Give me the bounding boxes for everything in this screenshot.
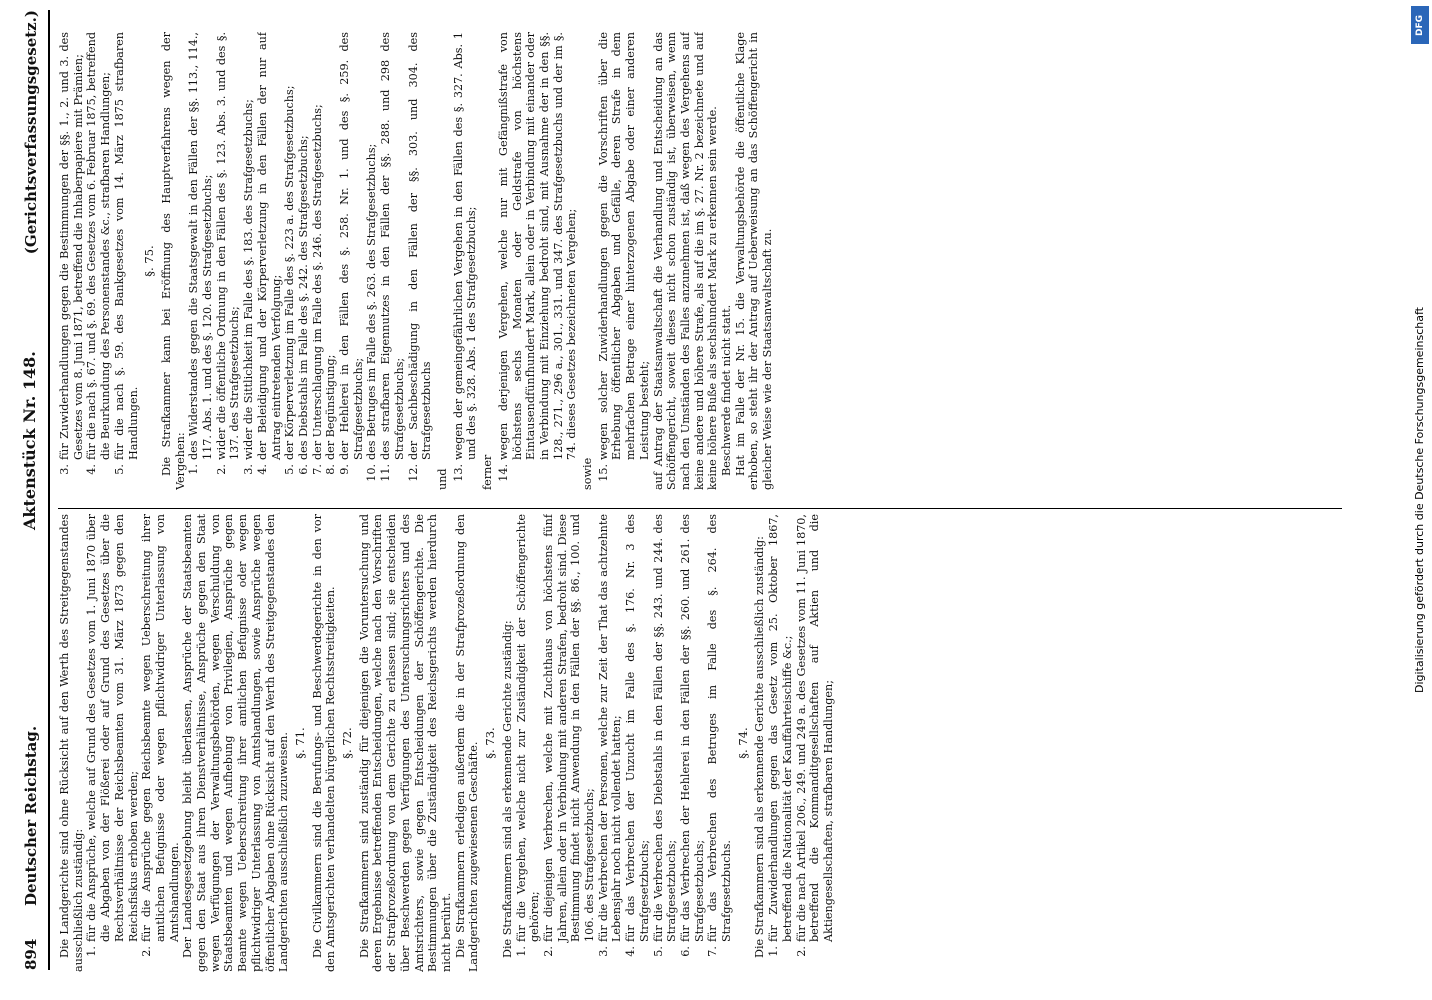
list-item [452,32,479,490]
list-item-number: 1. [85,946,99,957]
list-item [624,514,651,972]
list-item-number: 1. [767,946,781,957]
conjunction-label: ferner [481,454,495,490]
list-item-number: 2. [214,464,228,475]
list-item-number: 6. [296,464,310,475]
header-subject: (Gerichtsverfassungsgesetz.) [22,10,40,255]
list-item-number: 10. [365,464,379,482]
list-item [283,32,297,490]
list-item-number: 3. [596,946,610,957]
list-item-number: 12. [406,464,420,482]
paragraph: Der Landesgesetzgebung bleibt überlassen, Ansprüche der Staatsbeamten gegen den Staat aus ihren Dienstverhältnisse, Ansprüche gegen den Staat wegen Verfügungen der Verwaltungsbehörden, wegen Verschuldung von Staatsbeamten und wegen Aufhebung von Privilegien, Ansprüche gegen Beamte wegen Ueberschreitung ihrer amtlichen Befugnisse oder wegen pflichtwidriger Unterlassung von Amtshandlungen, sowie Ansprüche wegen öffentlicher Abgaben ohne Rücksicht auf den Werth des Streitgegenstandes den Landgerichten ausschließlich zuzuweisen. [181,514,291,972]
list-item-text: für das Verbrechen der Unzucht im Falle des §. 176. Nr. 3 des Strafgesetzbuchs; [624,514,651,942]
list-item-text: für die Vergehen, welche nicht zur Zuständigkeit der Schöffengerichte gehören; [514,514,542,942]
list-item [652,514,679,972]
list-item-text: des Betruges im Falle des §. 263. des Strafgesetzbuchs; [365,143,379,460]
paragraph: Die Strafkammern sind als erkennende Gerichte zuständig: [500,620,514,958]
list-item-text: wider die öffentliche Ordnung in den Fällen des §. 123. Abs. 3. und des §. 137. des Strafgesetzbuchs; [214,32,242,460]
list [767,514,836,972]
list-item [187,32,214,490]
list-item [215,32,242,490]
digitization-credit: Digitalisierung gefördert durch die Deutsche Forschungsgemeinschaft [1413,307,1426,693]
list-item-text: für die Verbrechen des Diebstahls in den Fällen der §§. 243. und 244. des Strafgesetzbuchs; [651,514,679,942]
list-item-number: 2. [140,946,154,957]
list-item-text: für das Verbrechen der Hehlerei in den Fällen der §§. 260. und 261. des Strafgesetzbuchs; [678,514,706,942]
list-item [795,514,836,972]
section-heading: §. 75. [142,245,157,277]
list-item-number: 1. [187,464,201,475]
list-item-number: 4. [624,946,638,957]
list-item-number: 11. [379,464,393,482]
list-item [311,32,325,490]
list-item [597,32,652,490]
column-left [58,514,1352,972]
list-item [85,32,112,490]
list-item-text: der Begünstigung; [324,354,338,460]
list-item-text: für das Verbrechen des Betruges im Falle des §. 264. des Strafgesetzbuchs. [706,514,734,942]
list-item-text: der Unterschlagung im Falle des §. 246. des Strafgesetzbuchs; [310,104,324,460]
list-item-text: für die Verbrechen der Personen, welche zur Zeit der That das achtzehnte Lebensjahr noch nicht vollendet hatten; [596,514,624,942]
list-item-text: des Diebstahls im Falle des §. 242. des Strafgesetzbuchs; [296,135,310,460]
list-item-text: des strafbaren Eigennutzes in den Fällen der §§. 288. und 298 des Strafgesetzbuchs; [379,32,406,460]
list-item-text: für die nach §. 67. und §. 69. des Gesetzes vom 6. Februar 1875, betreffend die Beurkundung des Personenstandes &c., strafbaren Handlungen; [85,32,113,460]
section-heading: §. 74. [735,727,750,759]
list [187,32,434,490]
list-item [242,32,256,490]
paragraph: auf Antrag der Staatsanwaltschaft die Verhandlung und Entscheidung an das Schöffengericht, soweit dieses nicht schon zuständig ist, überweisen, wenn nach den Umständen des Falles anzunehmen ist, daß wegen des Vergehens auf keine andere und höhere Strafe, als auf die im §. 27. Nr. 2 bezeichnete und auf keine höhere Buße als sechshundert Mark zu erkennen sein werde. [651,32,720,490]
list-item-text: wider die Sittlichkeit im Falle des §. 183. des Strafgesetzbuchs; [242,99,256,460]
list-item-text: der Körperverletzung im Falle des §. 223 a. des Strafgesetzbuchs; [283,85,297,460]
list [58,32,140,490]
list-item-text: wegen der gemeingefährlichen Vergehen in den Fällen des §. 327. Abs. 1 und des §. 328. Abs. 1 des Strafgesetzbuchs; [451,32,479,460]
section-heading: §. 72. [340,727,355,759]
list-item-text: der Sachbeschädigung in den Fällen der §§. 303. und 304. des Strafgesetzbuchs [406,32,434,460]
list-item-text: für die Ansprüche, welche auf Grund des Gesetzes vom 1. Juni 1870 über die Abgaben von der Flößerei oder auf Grund des Gesetzes über die Rechtsverhältnisse der Reichsbeamten vom 31. März 1873 gegen den Reichsfiskus erhoben werden; [85,514,140,942]
section-heading: §. 73. [483,727,498,759]
paragraph: Beschwerde findet nicht statt. [720,304,734,476]
list-item-text: des Widerstandes gegen die Staatsgewalt in den Fällen der §§. 113., 114., 117. Abs. 1. und des §. 120. des Strafgesetzbuchs; [187,32,215,460]
paragraph: Die Civilkammern sind die Berufungs- und Beschwerdegerichte in den vor den Amtsgerichten verhandelten bürgerlichen Rechtsstreitigkeiten. [310,514,338,972]
list-item-text: der Hehlerei in den Fällen des §. 258. Nr. 1. und des §. 259. des Strafgesetzbuchs; [338,32,365,460]
header-publication: Deutscher Reichstag. [22,725,40,906]
paragraph: Die Strafkammern sind zuständig für diejenigen die Voruntersuchung und deren Ergebnisse betreffenden Entscheidungen, welche nach den Vorschriften der Strafprozeßordnung von dem Gerichte zu erlassen sind; sie entscheiden über Beschwerden gegen Verfügungen des Untersuchungsrichters und des Amtsrichters, sowie gegen Entscheidungen der Schöffengerichte. Die Bestimmungen über die Zuständigkeit des Reichsgerichts werden hierdurch nicht berührt. [357,514,453,972]
list-item-number: 13. [451,464,465,482]
header-rule [48,10,50,970]
list-item-number: 14. [496,464,510,482]
list-item-number: 3. [58,464,71,475]
list-item-number: 3. [242,464,256,475]
list-item-text: für die nach §. 59. des Bankgesetzes vom 14. März 1875 strafbaren Handlungen. [112,32,140,460]
list-item-number: 1. [514,946,528,957]
list-item-number: 5. [112,464,126,475]
section-heading: §. 71. [292,727,307,759]
list [85,514,181,972]
list-item [297,32,311,490]
list-item-text: wegen solcher Zuwiderhandlungen gegen die Vorschriften über die Erhebung öffentlicher Abgaben und Gefälle, deren Strafe in dem mehrfachen Betrage einer hinterzogenen Abgabe oder einer anderen Leistung besteht; [596,32,651,460]
list-item-number: 8. [324,464,338,475]
list-item-number: 4. [255,464,269,475]
list-item [58,32,85,490]
list-item [407,32,434,490]
list-item [597,514,624,972]
list-item-number: 2. [541,946,555,957]
list-item [706,514,733,972]
list-item-text: für die Ansprüche gegen Reichsbeamte wegen Ueberschreitung ihrer amtlichen Befugnisse oder wegen pflichtwidriger Unterlassung von Amtshandlungen. [140,514,181,942]
conjunction-label: sowie [581,457,595,490]
header-document-number: Aktenstück Nr. 148. [20,351,39,530]
list-item [256,32,283,490]
list-item-text: für Zuwiderhandlungen gegen das Gesetz vom 25. Oktober 1867, betreffend die Nationalität der Kauffahrteischiffe &c.; [767,514,794,942]
list-item-number: 5. [283,464,297,475]
list-item [542,514,597,972]
dfg-logo: DFG [1411,6,1429,44]
digitization-sidebar [1408,0,1432,1000]
list-item [324,32,338,490]
list-item-text: wegen derjenigen Vergehen, welche nur mit Gefängnißstrafe von höchstens sechs Monaten oder Geldstrafe von höchstens Eintausendfünfhundert Mark, allein oder in Verbindung mit einander oder in Verbindung mit Einziehung bedroht sind, mit Ausnahme der in den §§. 128., 271., 296 a., 301., 331. und 347. des Strafgesetzbuchs und der im §. 74. dieses Gesetzes bezeichneten Vergehen; [496,32,579,460]
list-item-number: 15. [596,464,610,482]
paragraph: Die Strafkammer kann bei Eröffnung des Hauptverfahrens wegen der Vergehen: [159,32,187,490]
column-divider [58,508,1342,509]
list-item-number: 9. [338,464,352,475]
list-item [767,514,794,972]
list-item [379,32,406,490]
running-header [18,10,46,970]
list-item-number: 7. [310,464,324,475]
list-item [338,32,365,490]
list-item [85,514,140,972]
list-item-number: 6. [678,946,692,957]
list-item [679,514,706,972]
list-item-text: für diejenigen Verbrechen, welche mit Zuchthaus von höchstens fünf Jahren, allein oder in Verbindung mit anderen Strafen, bedroht sind. Diese Bestimmung findet nicht Anwendung in den Fällen der §§. 86., 100. und 106. des Strafgesetzbuchs; [541,514,597,942]
column-right [58,32,1352,490]
list-item-number: 7. [706,946,720,957]
list [515,514,734,972]
list-item [113,32,140,490]
list-item-number: 4. [85,464,99,475]
paragraph: Die Strafkammern sind als erkennende Gerichte ausschließlich zuständig: [753,536,767,958]
paragraph: Die Landgerichte sind ohne Rücksicht auf den Werth des Streitgegenstandes ausschließlich zuständig: [58,514,85,972]
list-item-text: für die nach Artikel 206., 249. und 249 a. des Gesetzes vom 11. Juni 1870, betreffend die Kommanditgesellschaften auf Aktien und die Aktiengesellschaften, strafbaren Handlungen; [794,514,835,942]
conjunction-label: und [435,468,449,490]
paragraph: Hat im Falle der Nr. 15. die Verwaltungsbehörde die öffentliche Klage erhoben, so steht ihr der Antrag auf Ueberweisung an das Schöffengericht in gleicher Weise wie der Staatsanwaltschaft zu. [733,32,775,490]
page-number: 894 [22,938,40,970]
list-item-number: 5. [651,946,665,957]
list-item-number: 2. [794,946,808,957]
list-item [140,514,181,972]
list-item-text: für Zuwiderhandlungen gegen die Bestimmungen der §§. 1., 2. und 3. des Gesetzes vom 8. Juni 1871, betreffend die Inhaberpapiere mit Prämien; [58,32,85,460]
paragraph: Die Strafkammern erledigen außerdem die in der Strafprozeßordnung den Landgerichten zugewiesenen Geschäfte. [453,514,481,972]
list-item [365,32,379,490]
list-item [515,514,542,972]
list-item [497,32,579,490]
list-item-text: der Beleidigung und der Körperverletzung in den Fällen der nur auf Antrag eintretenden Verfolgung; [255,32,283,460]
